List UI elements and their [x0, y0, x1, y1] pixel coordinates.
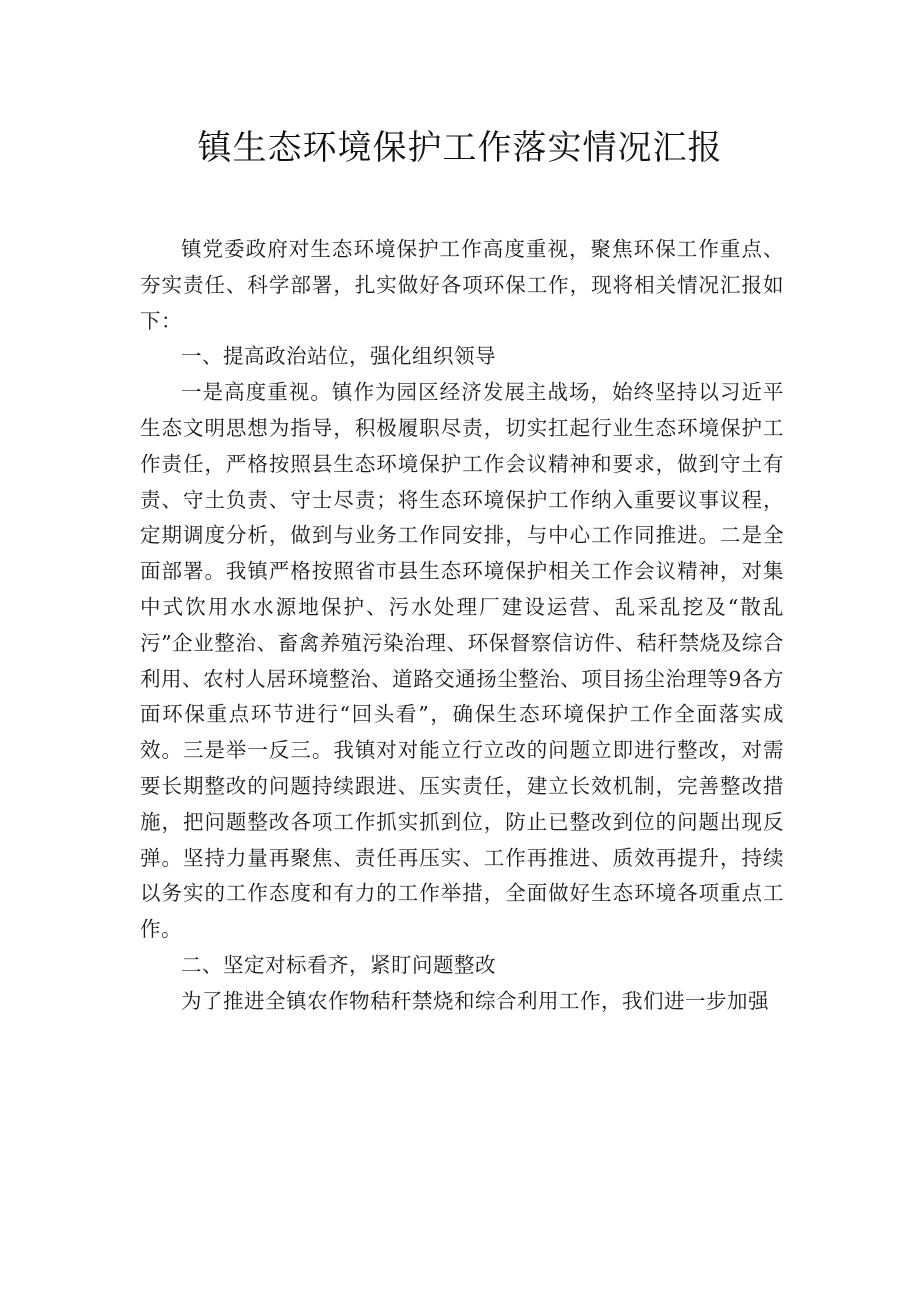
section-heading-2: 二、坚定对标看齐，紧盯问题整改 — [181, 952, 496, 977]
body-paragraph: 为了推进全镇农作物秸秆禁烧和综合利用工作，我们进一步加强 — [181, 988, 769, 1013]
document-body — [140, 232, 784, 1020]
section-heading-1: 一、提高政治站位，强化组织领导 — [181, 344, 496, 369]
intro-paragraph: 镇党委政府对生态环境保护工作高度重视，聚焦环保工作重点、夯实责任、科学部署，扎实做好各项环保工作，现将相关情况汇报如下： — [140, 237, 784, 333]
document-title: 镇生态环境保护工作落实情况汇报 — [197, 128, 723, 168]
body-paragraph: 一是高度重视。镇作为园区经济发展主战场，始终坚持以习近平生态文明思想为指导，积极履职尽责，切实扛起行业生态环境保护工作责任，严格按照县生态环境保护工作会议精神和要求，做到守土有责、守土负责、守士尽责；将生态环境保护工作纳入重要议事议程，定期调度分析，做到与业务工作同安排，与中心工作同推进。二是全面部署。我镇严格按照省市县生态环境保护相关工作会议精神，对集中式饮用水水源地保护、污水处理厂建设运营、乱采乱挖及“散乱污”企业整治、畜禽养殖污染治理、环保督察信访件、秸秆禁烧及综合利用、农村人居环境整治、道路交通扬尘整治、项目扬尘治理等9各方面环保重点环节进行“回头看”，确保生态环境保护工作全面落实成效。三是举一反三。我镇对对能立行立改的问题立即进行整改，对需要长期整改的问题持续跟进、压实责任，建立长效机制，完善整改措施，把问题整改各项工作抓实抓到位，防止已整改到位的问题出现反弹。坚持力量再聚焦、责任再压实、工作再推进、质效再提升，持续以务实的工作态度和有力的工作举措，全面做好生态环境各项重点工作。 — [140, 380, 784, 942]
